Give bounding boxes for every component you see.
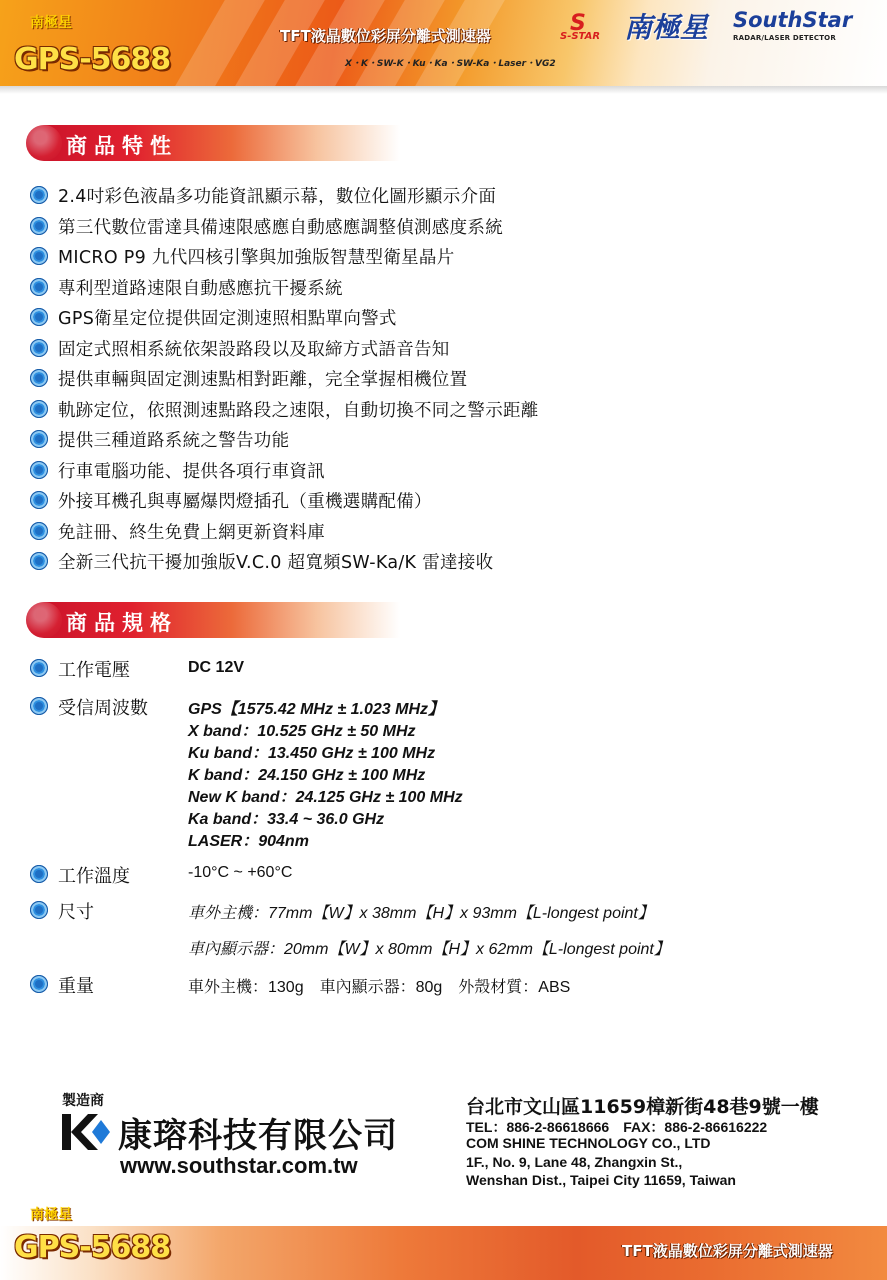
bullet-icon bbox=[30, 659, 48, 677]
feature-item: 軌跡定位，依照測速點路段之速限，自動切換不同之警示距離 bbox=[58, 400, 539, 421]
address-cn: 台北市文山區11659樟新街48巷9號一樓 bbox=[466, 1096, 819, 1118]
feature-item: 全新三代抗干擾加強版V.C.0 超寬頻SW-Ka/K 雷達接收 bbox=[58, 553, 494, 573]
frequency-line: LASER：904nm bbox=[188, 833, 309, 850]
company-url[interactable]: www.southstar.com.tw bbox=[120, 1153, 358, 1178]
bullet-icon bbox=[30, 308, 48, 326]
size-label: 尺寸 bbox=[58, 902, 94, 923]
bullet-icon bbox=[30, 400, 48, 418]
bullet-icon bbox=[30, 217, 48, 235]
bullet-icon bbox=[30, 186, 48, 204]
temperature-value: -10°C ~ +60°C bbox=[188, 864, 293, 881]
bullet-icon bbox=[30, 430, 48, 448]
feature-item: 專利型道路速限自動感應抗干擾系統 bbox=[58, 278, 343, 299]
feature-item: 免註冊、終生免費上網更新資料庫 bbox=[58, 522, 325, 543]
frequency-line: K band：24.150 GHz ± 100 MHz bbox=[188, 767, 426, 784]
size-outer-value: 車外主機：77mm【W】x 38mm【H】x 93mm【L-longest point】 bbox=[188, 905, 654, 922]
bullet-icon bbox=[30, 247, 48, 265]
bullet-icon bbox=[30, 278, 48, 296]
frequency-line: X band：10.525 GHz ± 50 MHz bbox=[188, 723, 416, 740]
feature-item: 行車電腦功能、提供各項行車資訊 bbox=[58, 461, 325, 482]
bullet-icon bbox=[30, 865, 48, 883]
features-title: 商品特性 bbox=[66, 134, 178, 158]
specs-title: 商品規格 bbox=[66, 611, 178, 635]
frequency-line: New K band：24.125 GHz ± 100 MHz bbox=[188, 789, 463, 806]
feature-item: 第三代數位雷達具備速限感應自動感應調整偵測感度系統 bbox=[58, 217, 503, 238]
logo-star-label: 南極星 bbox=[30, 15, 72, 31]
temperature-label: 工作溫度 bbox=[58, 866, 130, 887]
footer-logo-star-label: 南極星 bbox=[30, 1207, 72, 1223]
brand-name-en: SouthStar bbox=[733, 8, 853, 32]
footer-product-logo: GPS-5688 bbox=[14, 1230, 171, 1265]
bullet-icon bbox=[30, 975, 48, 993]
bullet-icon bbox=[30, 491, 48, 509]
sstar-logo bbox=[560, 11, 620, 43]
weight-value: 車外主機：130g 車內顯示器：80g 外殼材質：ABS bbox=[188, 979, 571, 996]
frequency-line: Ka band：33.4 ~ 36.0 GHz bbox=[188, 811, 385, 828]
feature-item: 固定式照相系統依架設路段以及取締方式語音告知 bbox=[58, 339, 450, 360]
company-name: 康瑢科技有限公司 bbox=[118, 1116, 398, 1156]
feature-item: 外接耳機孔與專屬爆閃燈插孔（重機選購配備） bbox=[58, 492, 432, 512]
header-title: TFT液晶數位彩屏分離式測速器 bbox=[280, 27, 491, 45]
voltage-label: 工作電壓 bbox=[58, 660, 130, 681]
bullet-icon bbox=[30, 461, 48, 479]
bullet-icon bbox=[30, 697, 48, 715]
feature-item: 提供三種道路系統之警告功能 bbox=[58, 431, 290, 451]
feature-item: MICRO P9 九代四核引擎與加強版智慧型衛星晶片 bbox=[58, 248, 455, 268]
address-en-line2: Wenshan Dist., Taipei City 11659, Taiwan bbox=[466, 1172, 736, 1188]
size-inner-value: 車內顯示器：20mm【W】x 80mm【H】x 62mm【L-longest point】 bbox=[188, 941, 670, 958]
features-section-bar bbox=[26, 125, 400, 161]
sstar-label: S-STAR bbox=[560, 31, 601, 42]
header-shadow bbox=[0, 86, 887, 94]
frequency-line: Ku band：13.450 GHz ± 100 MHz bbox=[188, 745, 436, 762]
frequency-line: GPS【1575.42 MHz ± 1.023 MHz】 bbox=[188, 701, 444, 718]
header-bands: X・K・SW-K・Ku・Ka・SW-Ka・Laser・VG2 bbox=[345, 59, 556, 69]
specs-section-bar bbox=[26, 602, 400, 638]
company-name-en: COM SHINE TECHNOLOGY CO., LTD bbox=[466, 1135, 711, 1151]
brand-subtitle: RADAR/LASER DETECTOR bbox=[733, 34, 836, 42]
product-logo: GPS-5688 bbox=[14, 42, 171, 77]
bullet-icon bbox=[30, 369, 48, 387]
address-en-line1: 1F., No. 9, Lane 48, Zhangxin St., bbox=[466, 1154, 683, 1170]
brand-name-cn: 南極星 bbox=[624, 11, 709, 44]
swoosh-icon: S bbox=[570, 11, 586, 36]
maker-label: 製造商 bbox=[62, 1093, 104, 1109]
contact-line: TEL：886-2-86618666 FAX：886-2-86616222 bbox=[466, 1119, 768, 1135]
feature-item: 2.4吋彩色液晶多功能資訊顯示幕，數位化圖形顯示介面 bbox=[58, 187, 497, 207]
bullet-icon bbox=[30, 552, 48, 570]
bullet-icon bbox=[30, 901, 48, 919]
bullet-icon bbox=[30, 522, 48, 540]
weight-label: 重量 bbox=[58, 976, 94, 997]
footer-title: TFT液晶數位彩屏分離式測速器 bbox=[622, 1242, 833, 1260]
company-logo-icon bbox=[62, 1112, 110, 1152]
feature-item: 提供車輛與固定測速點相對距離，完全掌握相機位置 bbox=[58, 370, 468, 390]
feature-item: GPS衛星定位提供固定測速照相點單向警式 bbox=[58, 309, 397, 329]
voltage-value: DC 12V bbox=[188, 659, 245, 676]
frequency-label: 受信周波數 bbox=[58, 698, 148, 719]
bullet-icon bbox=[30, 339, 48, 357]
